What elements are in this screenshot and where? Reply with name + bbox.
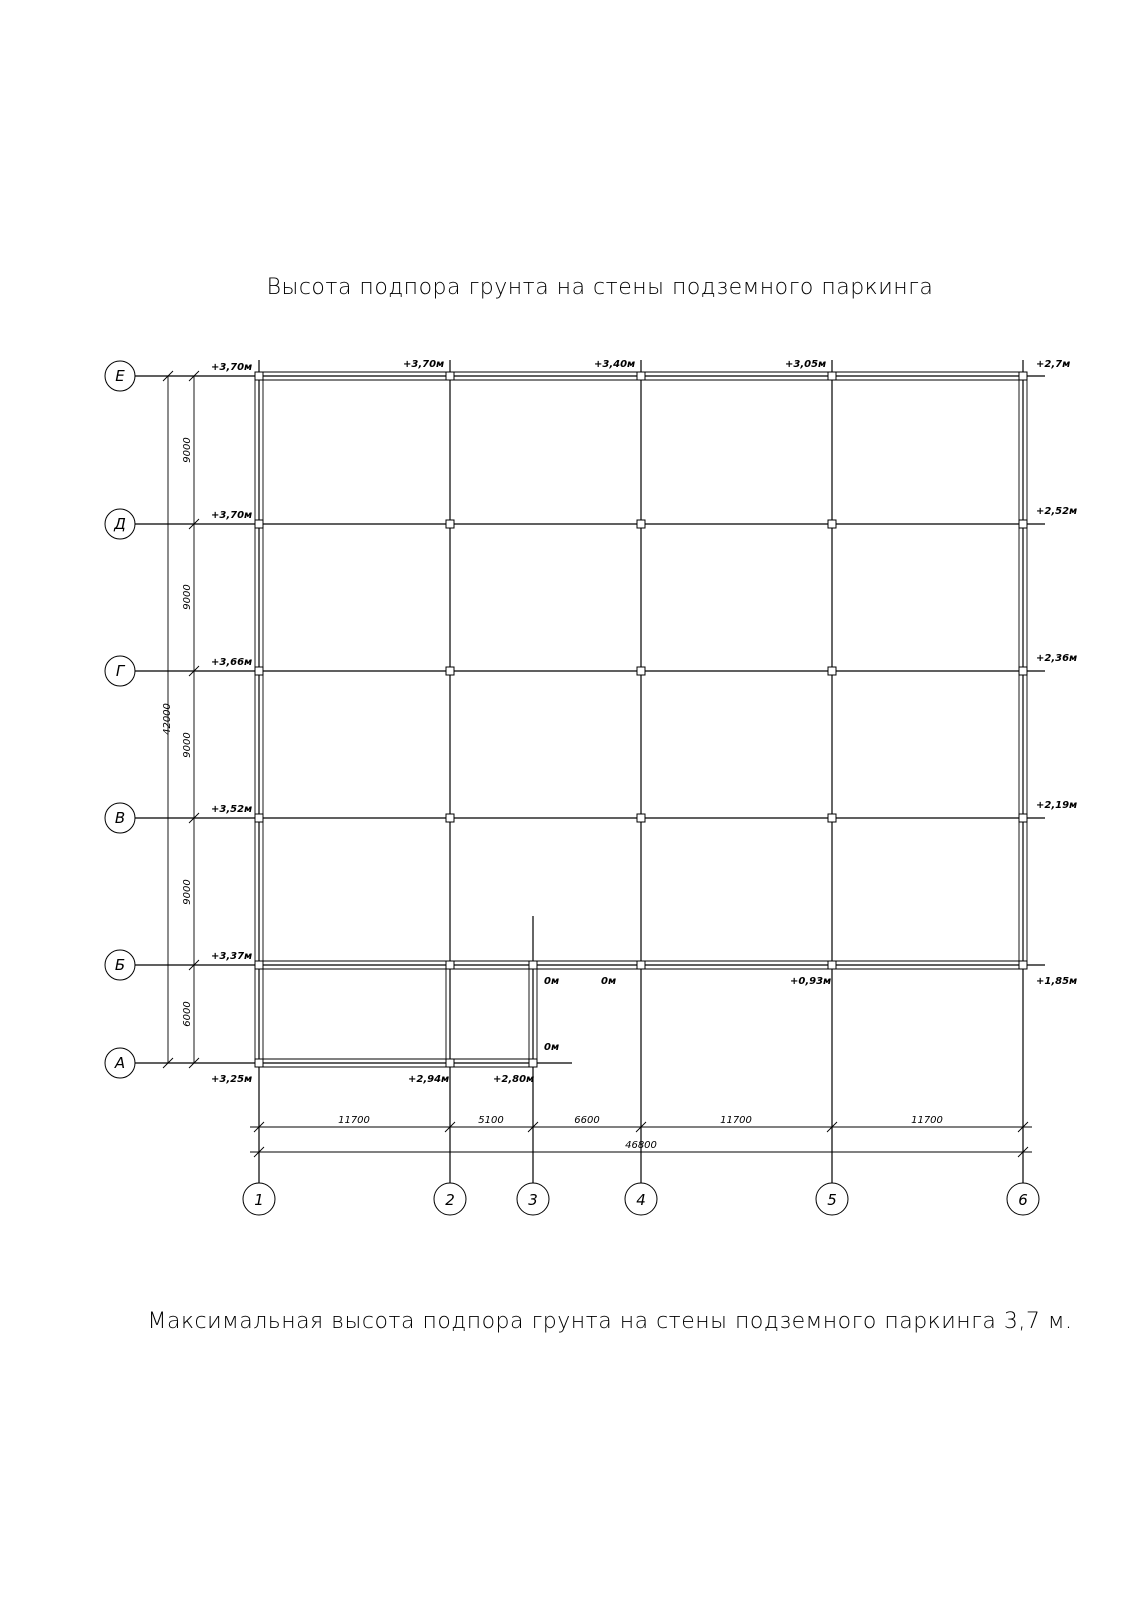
grid-lines [135,360,1045,1183]
footer-note: Максимальная высота подпора грунта на стены подземного паркинга 3,7 м. [147,1309,1073,1334]
level-D1: +3,70м [211,510,253,521]
dim-bottom-5: 11700 [911,1115,943,1126]
level-E2: +3,70м [403,359,445,370]
axis-label-1: 1 [254,1191,264,1209]
level-E5: +3,05м [785,359,827,370]
dim-left-1: 9000 [182,437,193,463]
level-G6: +2,36м [1036,653,1078,664]
level-V6: +2,19м [1036,800,1078,811]
dim-bottom-1: 11700 [338,1115,370,1126]
dim-bottom-2: 5100 [478,1115,504,1126]
axis-label-2: 2 [445,1191,455,1209]
axis-label-A: А [114,1054,126,1072]
level-E6: +2,7м [1036,359,1071,370]
dim-left-5: 6000 [182,1001,193,1027]
level-A3: +2,80м [493,1074,535,1085]
level-A1: +3,25м [211,1074,253,1085]
drawing-title: Высота подпора грунта на стены подземного паркинга [266,275,934,300]
dim-left-4: 9000 [182,879,193,905]
level-B1: +3,37м [211,951,253,962]
axis-label-5: 5 [827,1191,837,1209]
level-E4: +3,40м [594,359,636,370]
level-B3b: 0м [601,976,617,987]
level-B5: +0,93м [790,976,832,987]
dim-bottom-4: 11700 [720,1115,752,1126]
axis-label-D: Д [114,515,126,533]
left-dimensions [162,371,199,1068]
axis-label-3: 3 [528,1191,538,1209]
axis-label-V: В [114,809,126,827]
level-B6: +1,85м [1036,976,1078,987]
level-V1: +3,52м [211,804,253,815]
dim-total-bottom: 46800 [625,1140,657,1151]
dim-bottom-3: 6600 [574,1115,600,1126]
level-A2: +2,94м [408,1074,450,1085]
dim-left-3: 9000 [182,732,193,758]
level-A3-top: 0м [544,1042,560,1053]
soil-level-labels [211,359,1077,1085]
dim-left-2: 9000 [182,584,193,610]
row-axis-bubbles [105,361,135,1078]
level-B3: 0м [544,976,560,987]
dim-total-left: 42000 [162,703,173,735]
level-E1: +3,70м [211,362,253,373]
axis-label-B: Б [114,956,126,974]
level-D6: +2,52м [1036,506,1078,517]
level-G1: +3,66м [211,657,253,668]
column-axis-bubbles [243,1183,1039,1215]
axis-label-E: Е [115,367,125,385]
axis-label-G: Г [115,662,125,680]
axis-label-4: 4 [636,1191,646,1209]
axis-label-6: 6 [1018,1191,1028,1209]
